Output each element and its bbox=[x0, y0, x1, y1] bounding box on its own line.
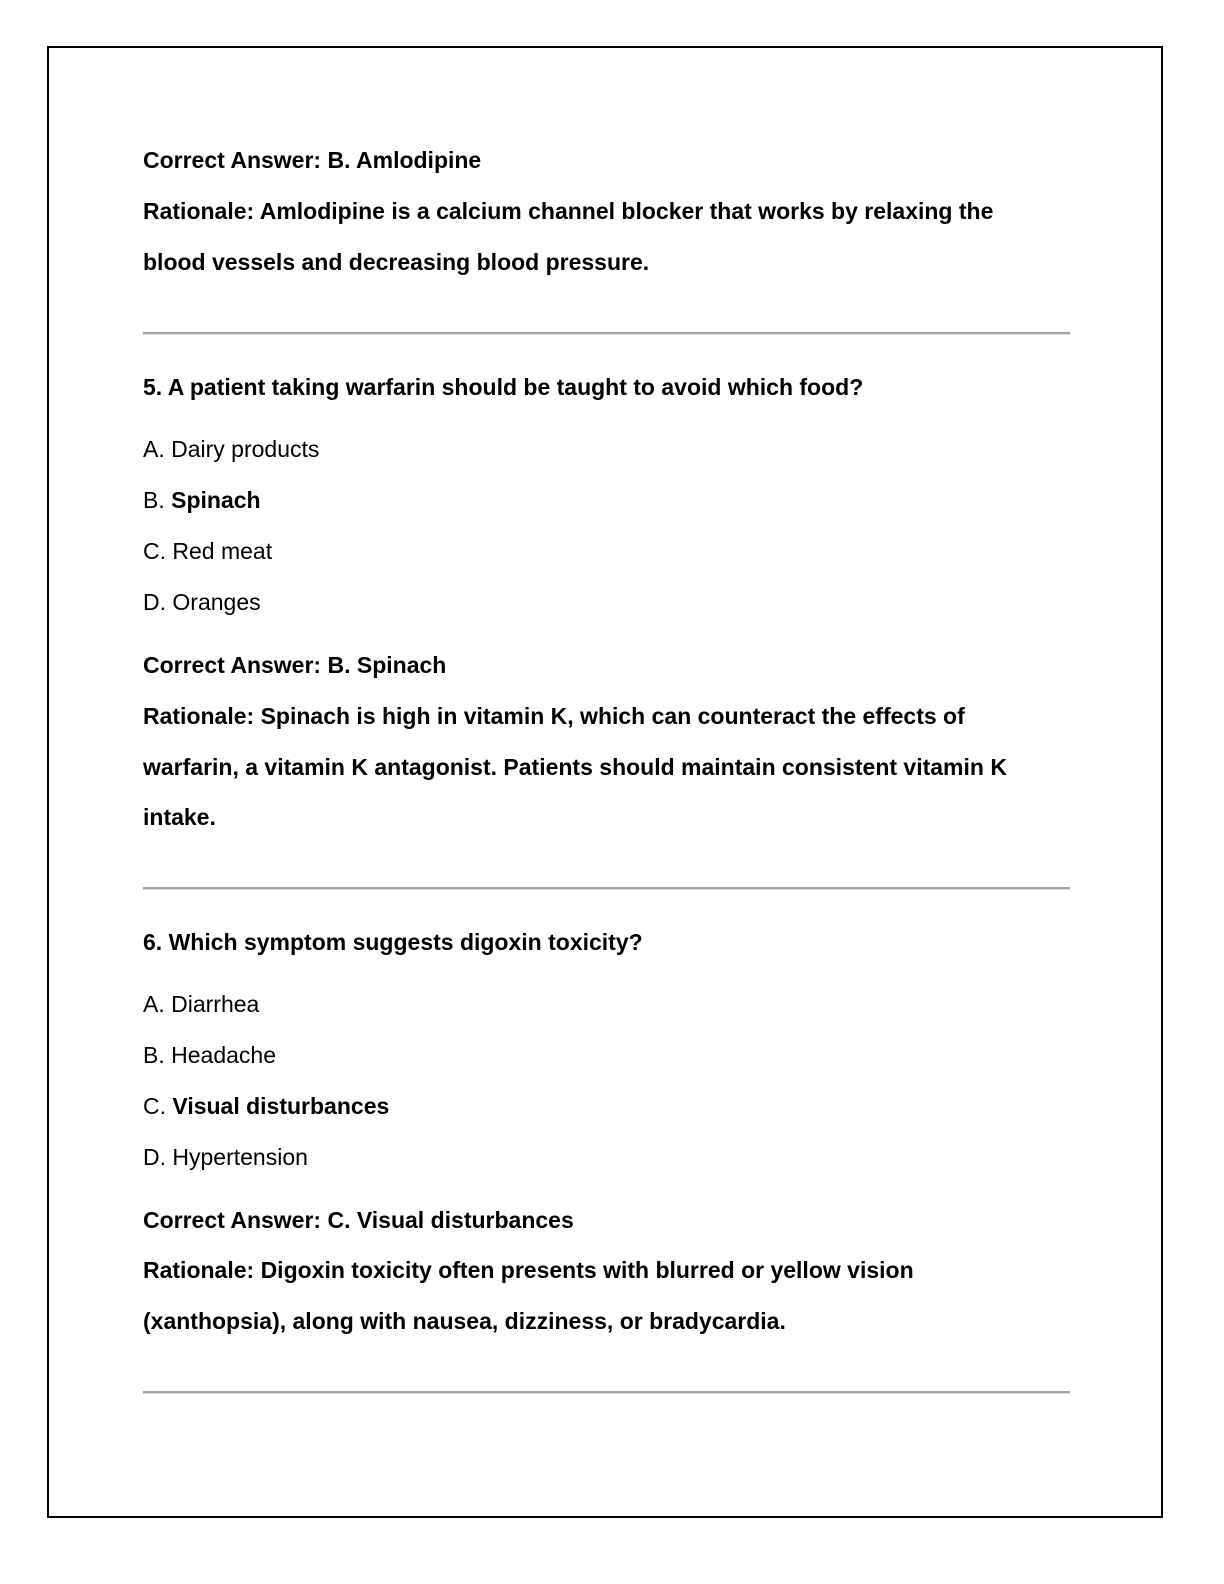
question-5: 5. A patient taking warfarin should be taught to avoid which food? bbox=[143, 374, 864, 400]
option-letter: C. bbox=[143, 1093, 166, 1119]
option-text: Hypertension bbox=[172, 1144, 308, 1170]
rationale-q5-line2: warfarin, a vitamin K antagonist. Patients should maintain consistent vitamin K bbox=[143, 754, 1007, 780]
rationale-q4-line2: blood vessels and decreasing blood pressure. bbox=[143, 249, 650, 275]
option-letter: D. bbox=[143, 1144, 166, 1170]
q6-option-d bbox=[143, 1143, 308, 1171]
correct-answer-q5: Correct Answer: B. Spinach bbox=[143, 652, 447, 678]
option-letter: B. bbox=[143, 1042, 165, 1068]
option-letter: D. bbox=[143, 589, 166, 615]
q5-option-c bbox=[143, 537, 272, 565]
rationale-q5-line1: Rationale: Spinach is high in vitamin K, which can counteract the effects of bbox=[143, 703, 965, 729]
correct-answer-q6: Correct Answer: C. Visual disturbances bbox=[143, 1207, 574, 1233]
option-text: Diarrhea bbox=[171, 991, 260, 1017]
option-letter: A. bbox=[143, 991, 165, 1017]
option-text: Headache bbox=[171, 1042, 276, 1068]
q5-option-d bbox=[143, 588, 261, 616]
section-divider bbox=[143, 332, 1070, 334]
option-text-correct: Spinach bbox=[171, 487, 261, 513]
correct-answer-q4: Correct Answer: B. Amlodipine bbox=[143, 147, 482, 173]
q5-option-a bbox=[143, 435, 319, 463]
q6-option-b bbox=[143, 1041, 276, 1069]
option-letter: A. bbox=[143, 436, 165, 462]
rationale-q5-line3: intake. bbox=[143, 804, 216, 830]
option-text: Dairy products bbox=[171, 436, 320, 462]
rationale-q6-line1: Rationale: Digoxin toxicity often presents with blurred or yellow vision bbox=[143, 1257, 914, 1283]
option-letter: B. bbox=[143, 487, 165, 513]
q6-option-c bbox=[143, 1092, 389, 1120]
q5-option-b bbox=[143, 486, 261, 514]
question-6: 6. Which symptom suggests digoxin toxicity? bbox=[143, 929, 643, 955]
section-divider bbox=[143, 1391, 1070, 1393]
option-letter: C. bbox=[143, 538, 166, 564]
option-text: Red meat bbox=[172, 538, 273, 564]
section-divider bbox=[143, 887, 1070, 889]
option-text-correct: Visual disturbances bbox=[172, 1093, 390, 1119]
q6-option-a bbox=[143, 990, 259, 1018]
rationale-q6-line2: (xanthopsia), along with nausea, dizziness, or bradycardia. bbox=[143, 1308, 786, 1334]
rationale-q4-line1: Rationale: Amlodipine is a calcium channel blocker that works by relaxing the bbox=[143, 198, 994, 224]
option-text: Oranges bbox=[172, 589, 261, 615]
